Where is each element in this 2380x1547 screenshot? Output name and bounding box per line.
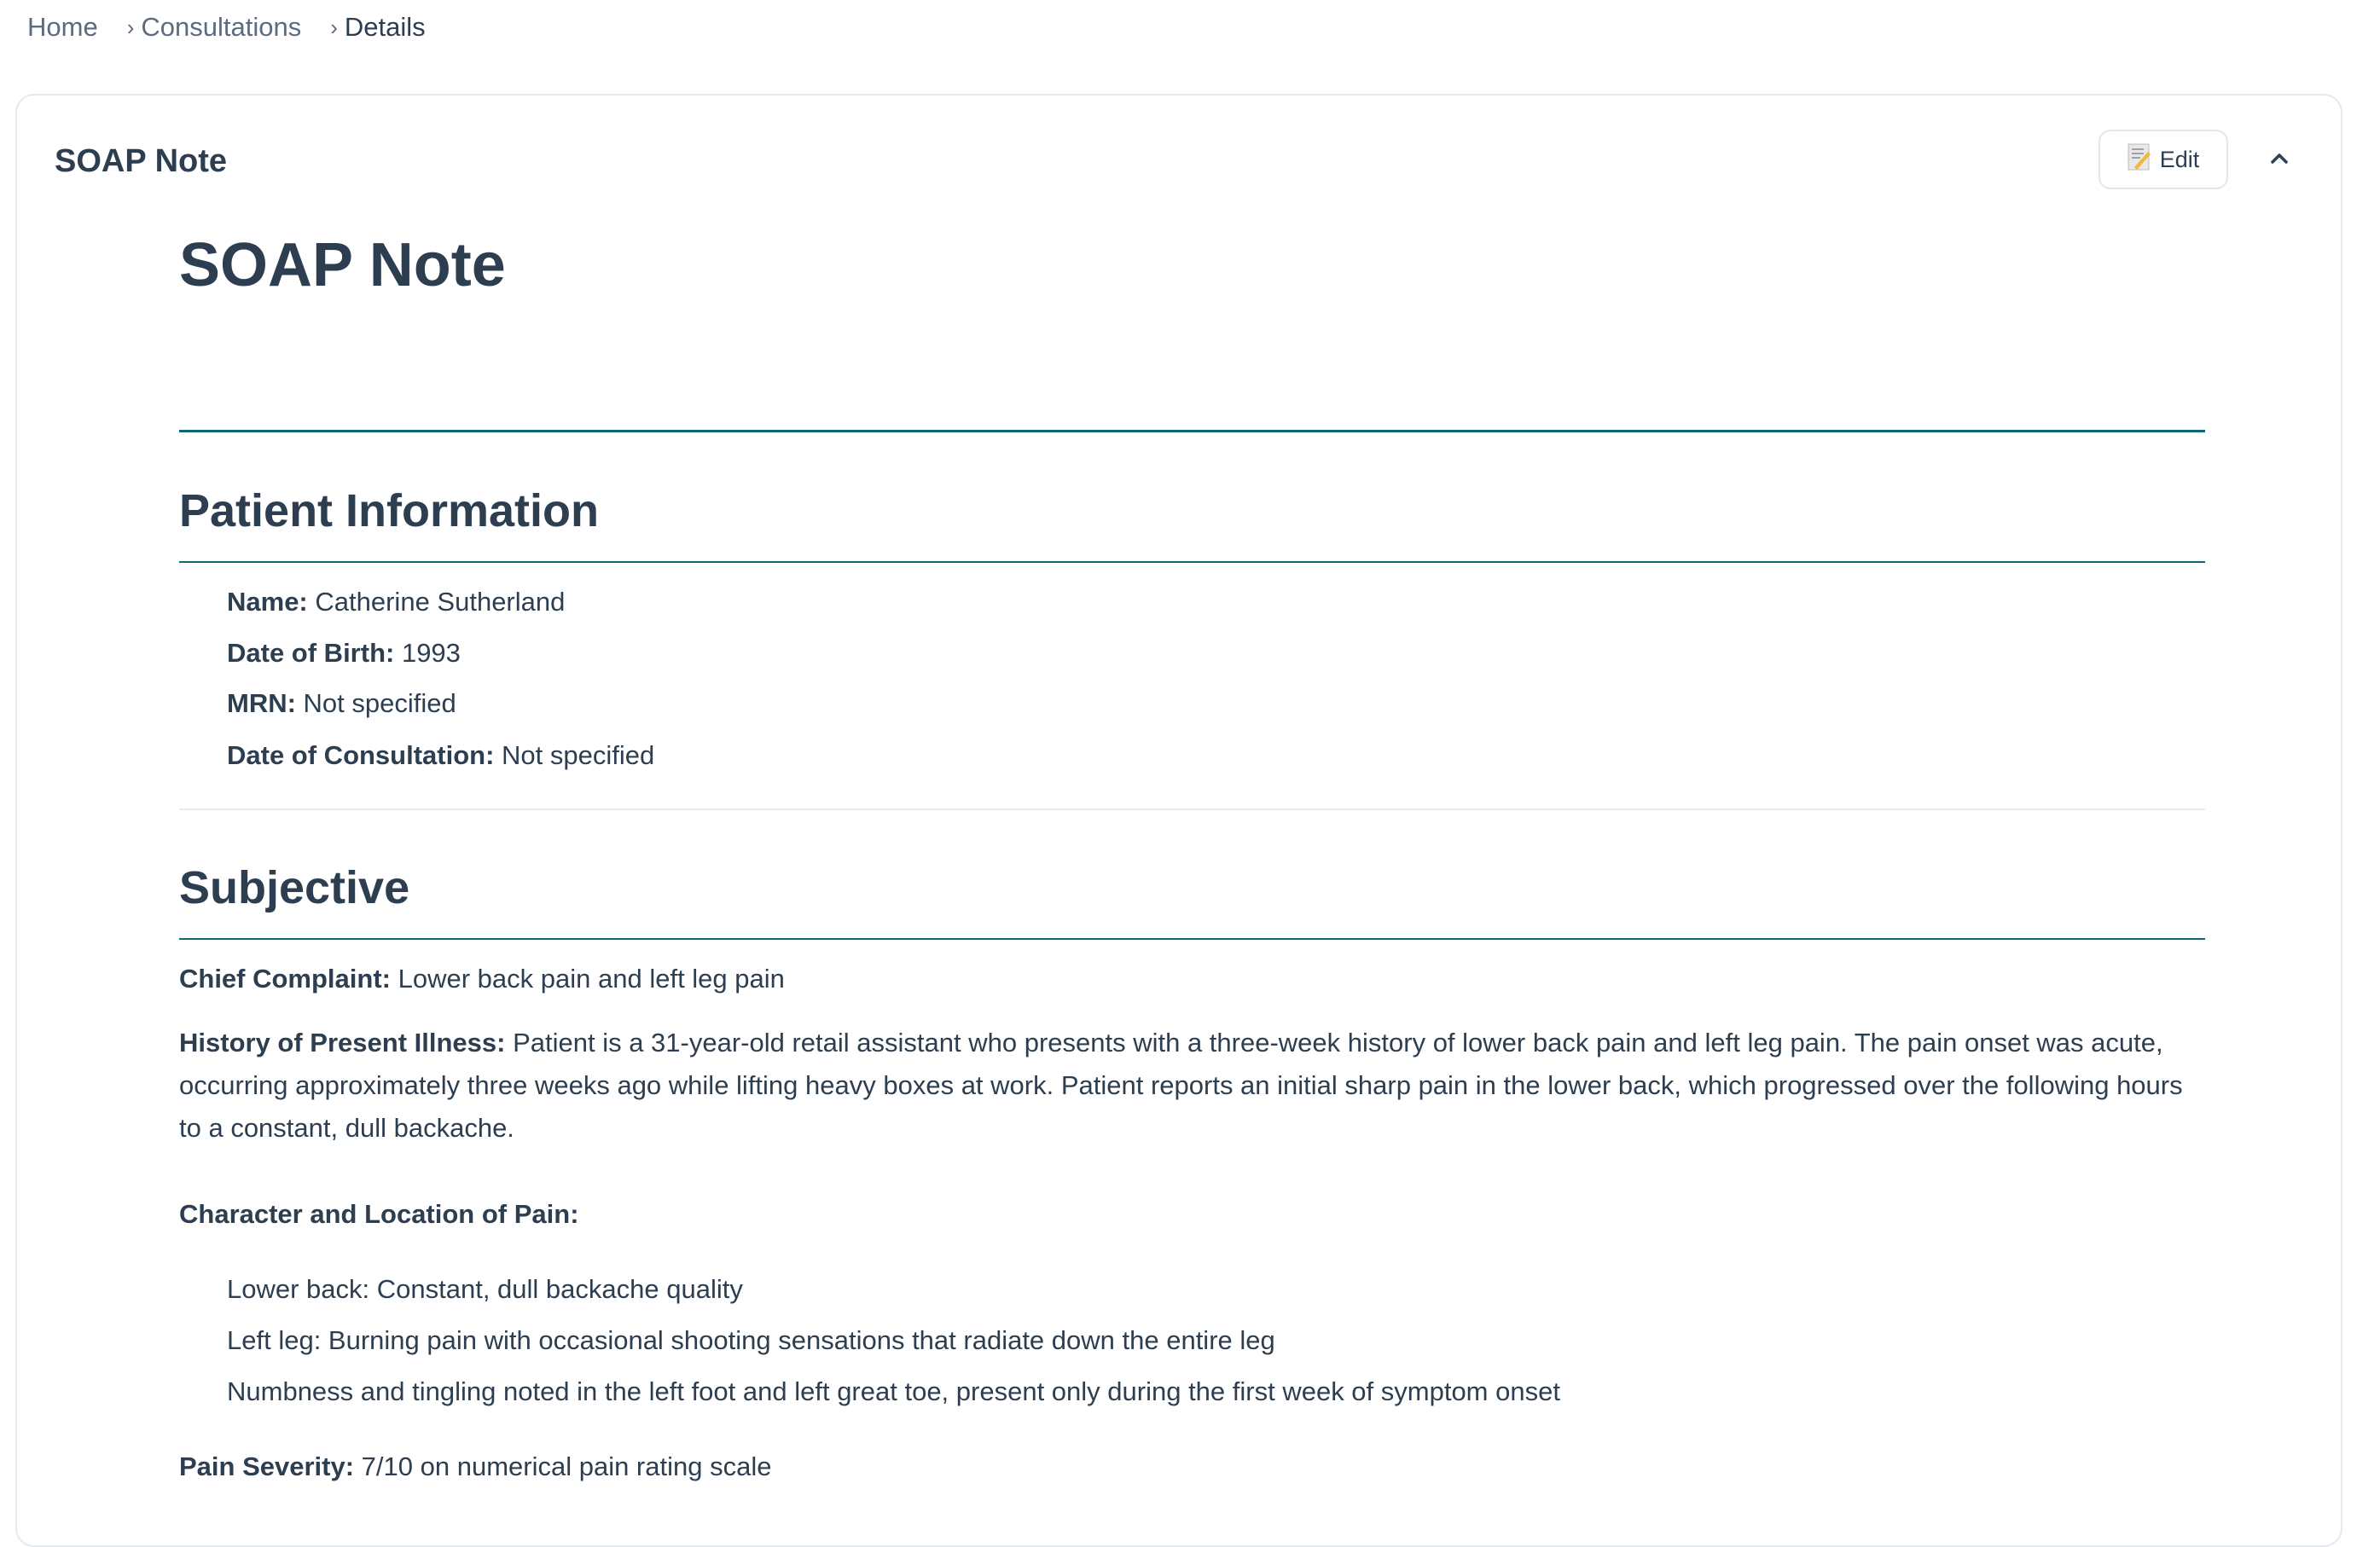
chevron-right-icon: › (330, 14, 338, 40)
character-location-label: Character and Location of Pain: (179, 1199, 579, 1229)
edit-label: Edit (2159, 146, 2200, 172)
breadcrumb-details: Details (344, 12, 426, 42)
breadcrumb-consultations[interactable]: Consultations (141, 12, 302, 42)
divider (179, 808, 2205, 810)
patient-field-mrn: MRN: Not specified (227, 688, 456, 718)
soap-note-card (15, 94, 2342, 1547)
document-title: SOAP Note (179, 231, 506, 299)
breadcrumb (27, 12, 426, 43)
breadcrumb-home[interactable]: Home (27, 12, 98, 42)
memo-icon (2127, 143, 2151, 177)
list-item: Numbness and tingling noted in the left foot and left great toe, present only during the first week of symptom onset (227, 1376, 1560, 1406)
chevron-right-icon: › (126, 14, 135, 40)
pain-severity: Pain Severity: 7/10 on numerical pain rating scale (179, 1451, 772, 1481)
list-item: Left leg: Burning pain with occasional shooting sensations that radiate down the entire leg (227, 1325, 1275, 1355)
title-divider (179, 430, 2205, 432)
patient-info-heading: Patient Information (179, 485, 600, 536)
history-present-illness: History of Present Illness: Patient is a 31-year-old retail assistant who presents with a three-week history of lower back pain and left leg pain. The pain onset was acute, occurring approximately three weeks ago while lifting heavy boxes at work. Patient reports an initial sharp pain in the lower back, which progressed over the following hours to a constant, dull backache. (179, 1028, 2183, 1143)
edit-button[interactable] (2098, 130, 2228, 189)
section-divider (179, 561, 2205, 563)
chief-complaint: Chief Complaint: Lower back pain and left leg pain (179, 964, 785, 994)
list-item: Lower back: Constant, dull backache quality (227, 1274, 743, 1304)
card-title: SOAP Note (55, 143, 228, 179)
patient-field-dob: Date of Birth: 1993 (227, 638, 461, 668)
subjective-heading: Subjective (179, 862, 410, 913)
section-divider (179, 938, 2205, 940)
patient-field-name: Name: Catherine Sutherland (227, 587, 566, 617)
patient-field-consultation-date: Date of Consultation: Not specified (227, 740, 655, 770)
chevron-up-icon[interactable] (2269, 148, 2290, 169)
